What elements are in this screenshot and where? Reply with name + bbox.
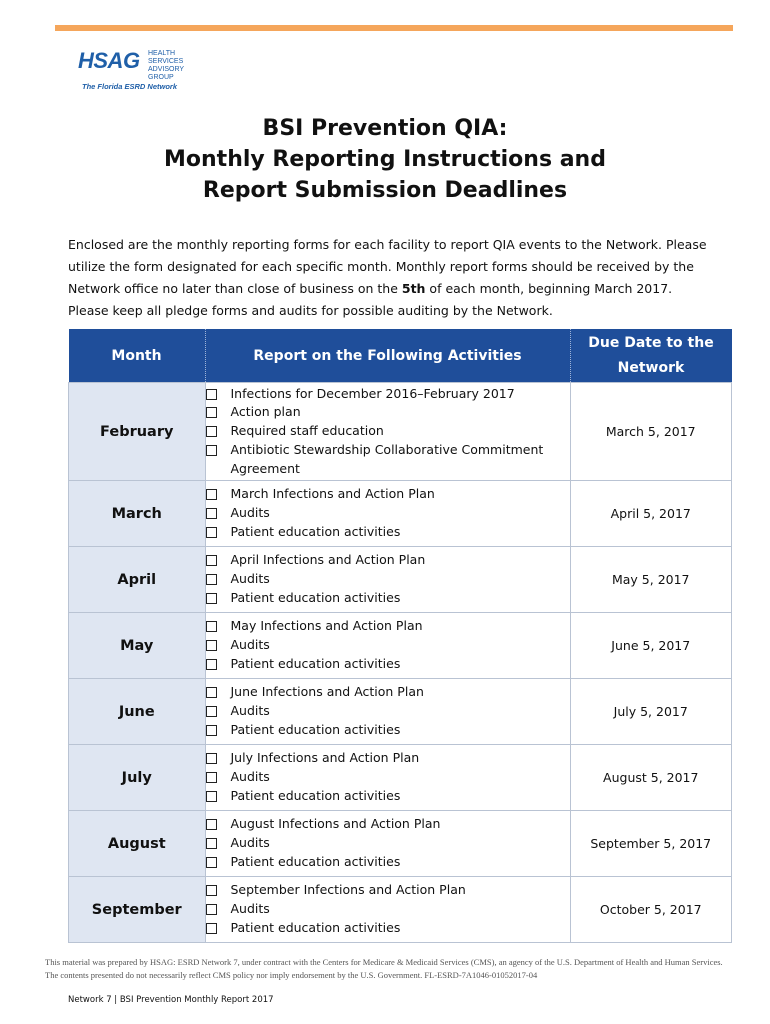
checkbox-icon[interactable]	[206, 489, 217, 500]
activity-item	[206, 768, 570, 787]
activities-cell	[205, 679, 570, 745]
activity-label: Action plan	[230, 404, 301, 420]
due-date-cell: May 5, 2017	[570, 547, 732, 613]
checkbox-icon[interactable]	[206, 857, 217, 868]
month-cell: March	[69, 481, 206, 547]
activity-item	[206, 881, 570, 900]
activity-item	[206, 749, 570, 768]
checkbox-icon[interactable]	[206, 687, 217, 698]
logo-word: HSAG	[78, 48, 140, 73]
table-row	[69, 877, 732, 943]
activity-item	[206, 570, 570, 589]
table-row	[69, 383, 732, 481]
checkbox-icon[interactable]	[206, 508, 217, 519]
logo-subtitle: The Florida ESRD Network	[82, 82, 178, 91]
activity-label: Patient education activities	[230, 721, 401, 737]
activity-item	[206, 721, 570, 740]
checkbox-icon[interactable]	[206, 389, 217, 400]
activity-label: Patient education activities	[230, 655, 401, 671]
activity-item	[206, 385, 570, 404]
activity-item	[206, 702, 570, 721]
table-row	[69, 613, 732, 679]
due-date-cell: April 5, 2017	[570, 481, 732, 547]
activity-label: Audits	[230, 769, 270, 785]
activity-item	[206, 422, 570, 441]
checkbox-icon[interactable]	[206, 753, 217, 764]
activity-item	[206, 617, 570, 636]
checkbox-icon[interactable]	[206, 791, 217, 802]
activity-label: Antibiotic Stewardship Collaborative Commitment Agreement	[230, 441, 544, 476]
activity-label: Audits	[230, 505, 270, 521]
due-date-cell: March 5, 2017	[570, 383, 732, 481]
page-footer: Network 7 | BSI Prevention Monthly Report 2017	[68, 995, 274, 1005]
checkbox-icon[interactable]	[206, 838, 217, 849]
activities-cell	[205, 383, 570, 481]
activity-label: Audits	[230, 703, 270, 719]
activity-item	[206, 403, 570, 422]
activity-item	[206, 815, 570, 834]
checkbox-icon[interactable]	[206, 527, 217, 538]
activity-label: Patient education activities	[230, 787, 401, 803]
checkbox-icon[interactable]	[206, 555, 217, 566]
checkbox-icon[interactable]	[206, 725, 217, 736]
header-month: Month	[69, 329, 206, 383]
checkbox-icon[interactable]	[206, 904, 217, 915]
activities-cell	[205, 745, 570, 811]
month-cell: August	[69, 811, 206, 877]
activity-item	[206, 523, 570, 542]
reporting-schedule-table	[68, 329, 732, 943]
header-due-line: Network	[617, 359, 685, 376]
due-date-cell: September 5, 2017	[570, 811, 732, 877]
activities-cell	[205, 811, 570, 877]
activity-label: Required staff education	[230, 423, 384, 439]
activities-cell	[205, 877, 570, 943]
due-date-cell: July 5, 2017	[570, 679, 732, 745]
activity-item	[206, 834, 570, 853]
checkbox-icon[interactable]	[206, 659, 217, 670]
activity-label: Audits	[230, 571, 270, 587]
activity-label: Patient education activities	[230, 523, 401, 539]
checkbox-icon[interactable]	[206, 772, 217, 783]
activity-label: August Infections and Action Plan	[230, 816, 441, 832]
table-row	[69, 547, 732, 613]
activities-cell	[205, 481, 570, 547]
checkbox-icon[interactable]	[206, 445, 217, 456]
activity-item	[206, 919, 570, 938]
header-activities: Report on the Following Activities	[205, 329, 570, 383]
activity-item	[206, 655, 570, 674]
checkbox-icon[interactable]	[206, 407, 217, 418]
activity-label: Patient education activities	[230, 853, 401, 869]
activity-label: Patient education activities	[230, 589, 401, 605]
table-row	[69, 745, 732, 811]
activity-item	[206, 853, 570, 872]
month-cell: September	[69, 877, 206, 943]
due-date-cell: June 5, 2017	[570, 613, 732, 679]
activity-label: Patient education activities	[230, 919, 401, 935]
activity-item	[206, 504, 570, 523]
logo-side-text: HEALTH SERVICES ADVISORY GROUP	[148, 50, 184, 81]
month-cell: June	[69, 679, 206, 745]
title-line: BSI Prevention QIA:	[262, 116, 508, 141]
month-cell: April	[69, 547, 206, 613]
intro-text: Enclosed are the monthly reporting forms for each facility to report QIA events to the Network. Please utilize the form designated for each specific month. Monthly report forms should be received by the Network office no later than close of business on the	[68, 237, 707, 296]
table-header-row	[69, 329, 732, 383]
intro-bold-text: 5th	[401, 281, 426, 296]
due-date-cell: October 5, 2017	[570, 877, 732, 943]
activities-cell	[205, 613, 570, 679]
title-line: Report Submission Deadlines	[202, 178, 568, 203]
activity-item	[206, 589, 570, 608]
due-date-cell: August 5, 2017	[570, 745, 732, 811]
activity-item	[206, 900, 570, 919]
activity-label: July Infections and Action Plan	[230, 750, 420, 766]
checkbox-icon[interactable]	[206, 885, 217, 896]
activity-label: Audits	[230, 637, 270, 653]
table-row	[69, 679, 732, 745]
checkbox-icon[interactable]	[206, 621, 217, 632]
activity-label: June Infections and Action Plan	[230, 684, 424, 700]
table-row	[69, 811, 732, 877]
checkbox-icon[interactable]	[206, 923, 217, 934]
activity-item	[206, 636, 570, 655]
header-due-date	[570, 329, 732, 383]
activity-label: May Infections and Action Plan	[230, 618, 423, 634]
cms-disclaimer: This material was prepared by HSAG: ESRD Network 7, under contract with the Centers for Medicare & Medicaid Services (CMS), an agency of the U.S. Department of Health and Human Services. The contents presented do not necessarily reflect CMS policy nor imply endorsement by the U.S. Government. FL-ESRD-7A1046-01052017-04	[45, 957, 723, 980]
activity-label: September Infections and Action Plan	[230, 882, 466, 898]
checkbox-icon[interactable]	[206, 426, 217, 437]
activity-label: Infections for December 2016–February 2017	[230, 385, 515, 401]
activity-item	[206, 683, 570, 702]
document-title	[0, 113, 770, 206]
activity-label: Audits	[230, 835, 270, 851]
activity-label: April Infections and Action Plan	[230, 552, 426, 568]
checkbox-icon[interactable]	[206, 706, 217, 717]
intro-text-end: of each month, beginning March 2017. Please keep all pledge forms and audits for possible auditing by the Network.	[68, 281, 673, 318]
month-cell: February	[69, 383, 206, 481]
intro-paragraph	[68, 234, 708, 322]
checkbox-icon[interactable]	[206, 593, 217, 604]
checkbox-icon[interactable]	[206, 574, 217, 585]
checkbox-icon[interactable]	[206, 819, 217, 830]
hsag-logo	[78, 44, 198, 96]
activity-item	[206, 485, 570, 504]
activity-label: Audits	[230, 901, 270, 917]
month-cell: May	[69, 613, 206, 679]
activity-item	[206, 551, 570, 570]
table-row	[69, 481, 732, 547]
header-due-line: Due Date to the	[588, 334, 714, 351]
activity-item	[206, 787, 570, 806]
checkbox-icon[interactable]	[206, 640, 217, 651]
activity-item	[206, 441, 570, 478]
month-cell: July	[69, 745, 206, 811]
activities-cell	[205, 547, 570, 613]
title-line: Monthly Reporting Instructions and	[164, 147, 606, 172]
activity-label: March Infections and Action Plan	[230, 486, 435, 502]
